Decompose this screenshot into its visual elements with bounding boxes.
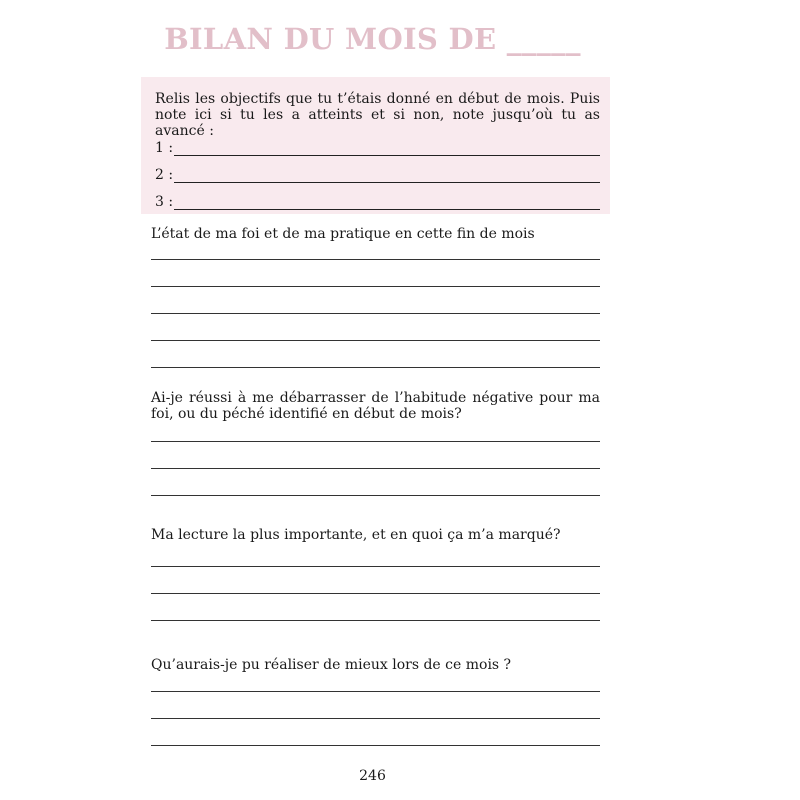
objective-row-3 xyxy=(155,193,600,211)
answer-line[interactable] xyxy=(151,566,600,567)
answer-line[interactable] xyxy=(151,259,600,260)
answer-line[interactable] xyxy=(151,495,600,496)
question-prompt: Ai-je réussi à me débarrasser de l’habitude négative pour ma foi, ou du péché identifié en début de mois? xyxy=(151,390,600,422)
answer-line[interactable] xyxy=(151,593,600,594)
answer-line[interactable] xyxy=(151,340,600,341)
answer-line[interactable] xyxy=(151,718,600,719)
question-prompt: L’état de ma foi et de ma pratique en cette fin de mois xyxy=(151,226,535,242)
objective-input-line[interactable] xyxy=(174,155,600,156)
objective-row-1 xyxy=(155,139,600,157)
page-title: BILAN DU MOIS DE _____ xyxy=(164,22,581,56)
objective-input-line[interactable] xyxy=(174,209,600,210)
answer-line[interactable] xyxy=(151,313,600,314)
objective-input-line[interactable] xyxy=(174,182,600,183)
page-number: 246 xyxy=(359,768,386,784)
objective-label: 2 : xyxy=(155,167,174,183)
objective-row-2 xyxy=(155,166,600,184)
question-prompt: Ma lecture la plus importante, et en quoi ça m’a marqué? xyxy=(151,527,561,543)
answer-line[interactable] xyxy=(151,745,600,746)
answer-line[interactable] xyxy=(151,691,600,692)
answer-line[interactable] xyxy=(151,620,600,621)
question-prompt: Qu’aurais-je pu réaliser de mieux lors de ce mois ? xyxy=(151,657,512,673)
objective-label: 1 : xyxy=(155,140,174,156)
answer-line[interactable] xyxy=(151,286,600,287)
answer-line[interactable] xyxy=(151,367,600,368)
objective-label: 3 : xyxy=(155,194,174,210)
objectives-intro: Relis les objectifs que tu t’étais donné en début de mois. Puis note ici si tu les a atteints et si non, note jusqu’où tu as avancé : xyxy=(155,91,600,139)
answer-line[interactable] xyxy=(151,468,600,469)
answer-line[interactable] xyxy=(151,441,600,442)
